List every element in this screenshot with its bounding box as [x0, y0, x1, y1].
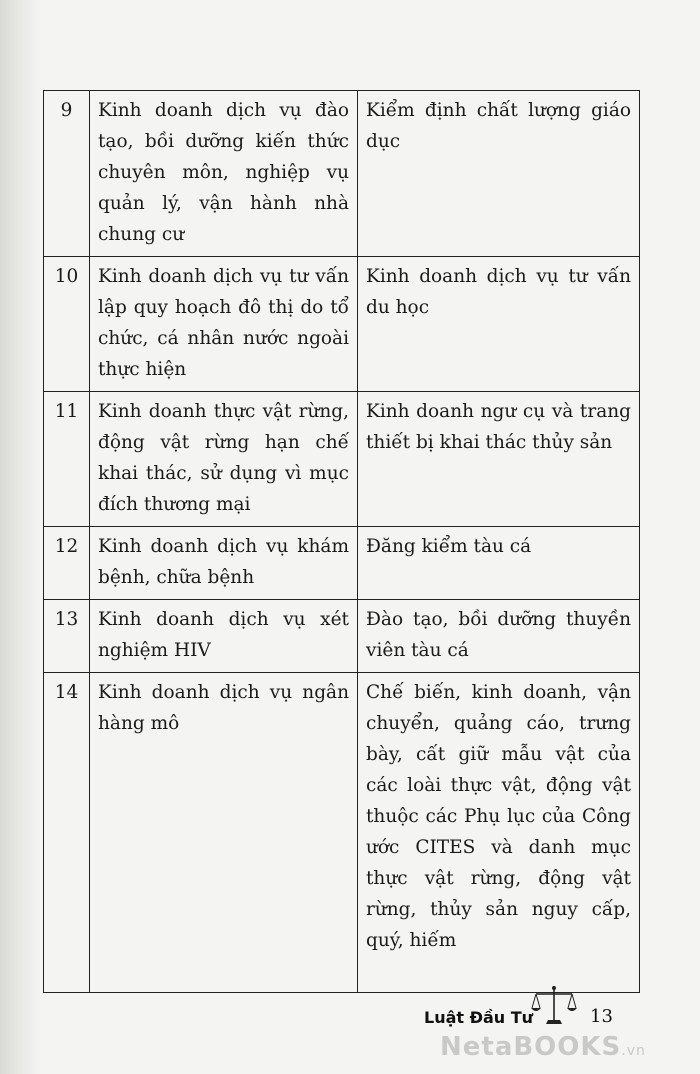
business-line-cell: Kinh doanh dịch vụ xét nghiệm HIV [90, 600, 358, 673]
row-number: 13 [44, 600, 90, 673]
watermark-suffix: .vn [621, 1043, 646, 1059]
business-line-cell: Kinh doanh thực vật rừng, động vật rừng hạn chế khai thác, sử dụng vì mục đích thương mại [90, 392, 358, 527]
business-line-cell: Kinh doanh dịch vụ tư vấn lập quy hoạch đô thị do tổ chức, cá nhân nước ngoài thực hiện [90, 257, 358, 392]
related-line-cell: Đào tạo, bồi dưỡng thuyền viên tàu cá [358, 600, 640, 673]
table-row [44, 392, 640, 527]
table-row [44, 527, 640, 600]
watermark-brand: NetaBOOKS [440, 1032, 622, 1062]
table-row [44, 257, 640, 392]
table-row [44, 91, 640, 257]
business-line-cell: Kinh doanh dịch vụ ngân hàng mô [90, 673, 358, 993]
row-number: 14 [44, 673, 90, 993]
page-number: 13 [590, 1006, 613, 1027]
scale-of-justice-icon [530, 984, 578, 1030]
row-number: 9 [44, 91, 90, 257]
related-line-cell: Kinh doanh dịch vụ tư vấn du học [358, 257, 640, 392]
watermark [440, 1032, 646, 1062]
table-row [44, 600, 640, 673]
book-spine-shadow [0, 0, 40, 1074]
row-number: 12 [44, 527, 90, 600]
business-lines-table [43, 90, 640, 993]
related-line-cell: Đăng kiểm tàu cá [358, 527, 640, 600]
book-title: Luật Đầu Tư [424, 1008, 534, 1027]
related-line-cell: Kinh doanh ngư cụ và trang thiết bị khai thác thủy sản [358, 392, 640, 527]
table-row [44, 673, 640, 993]
row-number: 10 [44, 257, 90, 392]
business-line-cell: Kinh doanh dịch vụ khám bệnh, chữa bệnh [90, 527, 358, 600]
business-line-cell: Kinh doanh dịch vụ đào tạo, bồi dưỡng kiến thức chuyên môn, nghiệp vụ quản lý, vận hành nhà chung cư [90, 91, 358, 257]
related-line-cell: Chế biến, kinh doanh, vận chuyển, quảng cáo, trưng bày, cất giữ mẫu vật của các loài thực vật, động vật thuộc các Phụ lục của Công ước CITES và danh mục thực vật rừng, động vật rừng, thủy sản nguy cấp, quý, hiếm [358, 673, 640, 993]
related-line-cell: Kiểm định chất lượng giáo dục [358, 91, 640, 257]
row-number: 11 [44, 392, 90, 527]
